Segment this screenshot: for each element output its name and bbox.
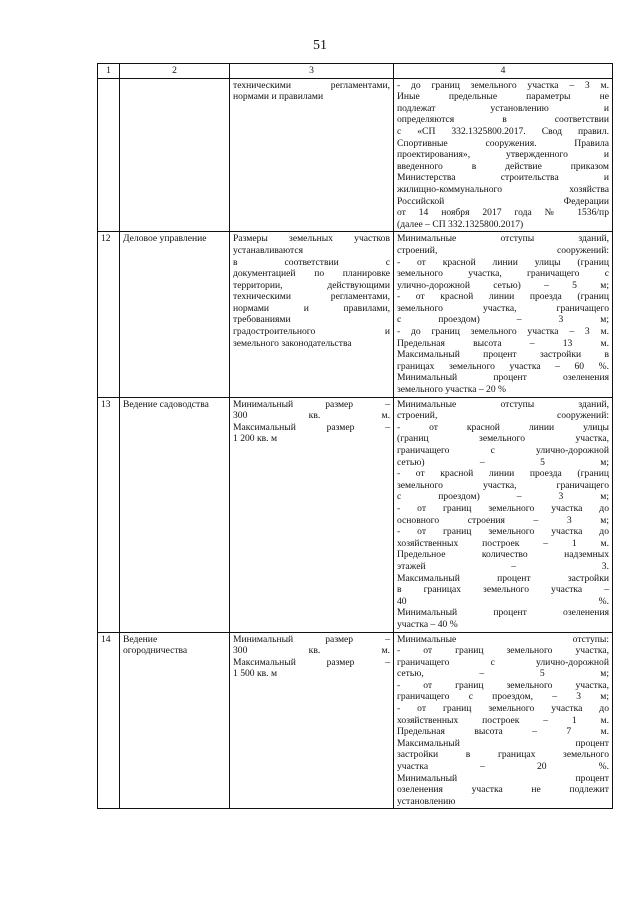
- cell-text-line: требованиями: [233, 314, 291, 326]
- cell-text-line: Размеры земельных участков: [233, 233, 390, 245]
- cell-text-line: 1 200 кв. м: [233, 433, 278, 445]
- cell-text-line: этажей – 3.: [397, 560, 609, 572]
- building-parameters: [394, 632, 613, 809]
- use-type-name: [120, 232, 230, 397]
- cell-text-line: (далее – СП 332.1325800.2017): [397, 218, 524, 230]
- cell-text-line: - от красной линии улицы: [397, 421, 609, 433]
- cell-text-line: Максимальный размер –: [233, 421, 390, 433]
- cell-text-line: озеленения участка не подлежит: [397, 784, 609, 796]
- cell-text-line: Предельная высота – 13 м.: [397, 337, 609, 349]
- plot-size-requirements: [230, 397, 394, 632]
- cell-text-line: - от границ земельного участка,: [397, 645, 609, 657]
- cell-text-line: земельного участка, граничащего: [397, 302, 609, 314]
- cell-text-line: граничащего с улично-дорожной: [397, 445, 609, 456]
- header-row: [98, 64, 613, 79]
- building-parameters: [394, 232, 613, 397]
- cell-text-line: сетью, – 5 м;: [397, 668, 609, 680]
- cell-text-line: - до границ земельного участка – 3 м.: [397, 326, 609, 338]
- row-number: 13: [98, 397, 120, 632]
- cell-text-line: территории, действующими: [233, 279, 390, 291]
- cell-text-line: застройки в границах земельного: [397, 749, 609, 761]
- cell-text-line: земельного участка, граничащего: [397, 479, 609, 491]
- cell-text-line: граничащего с проездом, – 3 м;: [397, 691, 609, 703]
- cell-text-line: Минимальные отступы:: [397, 633, 609, 645]
- cell-text-line: Минимальный размер –: [233, 398, 390, 410]
- cell-text-line: (границ земельного участка,: [397, 433, 609, 445]
- use-type-name: [120, 632, 230, 809]
- cell-text-line: Спортивные сооружения. Правила: [397, 137, 609, 149]
- cell-text-line: - от красной линии улицы (границ: [397, 256, 609, 268]
- row-number: 12: [98, 232, 120, 397]
- cell-text-line: Минимальный процент: [397, 772, 609, 784]
- cell-text-line: - от границ земельного участка до: [397, 526, 609, 538]
- cell-text-line: улично-дорожной сетью) – 5 м;: [397, 279, 609, 291]
- cell-text-line: градостроительного и: [233, 326, 390, 338]
- cell-text-line: Максимальный размер –: [233, 656, 390, 668]
- use-type-name: [120, 78, 230, 232]
- cell-text-line: Минимальные отступы зданий,: [397, 233, 609, 245]
- header-cell: 1: [98, 64, 120, 79]
- cell-text-line: Иные предельные параметры не: [397, 91, 609, 103]
- cell-text-line: основного строения – 3 м;: [397, 514, 609, 526]
- cell-text-line: земельного участка – 20 %: [397, 384, 507, 396]
- cell-text-line: строений, сооружений:: [397, 244, 609, 256]
- cell-text-line: - до границ земельного участка – 3 м.: [397, 79, 609, 91]
- cell-text-line: Предельная высота – 7 м.: [397, 726, 609, 738]
- cell-text-line: 40 %.: [397, 595, 609, 607]
- cell-text-line: Минимальный размер –: [233, 633, 390, 645]
- cell-text-line: нормами и правилами,: [233, 302, 390, 314]
- cell-text-line: - от границ земельного участка до: [397, 502, 609, 514]
- cell-text-line: жилищно-коммунального хозяйства: [397, 183, 609, 195]
- cell-text-line: 1 500 кв. м: [233, 668, 278, 680]
- cell-text-line: проектирования», утвержденного и: [397, 149, 609, 161]
- cell-text-line: огородничества: [123, 645, 188, 657]
- cell-text-line: Министерства строительства и: [397, 172, 609, 184]
- cell-text-line: земельного участка, граничащего с: [397, 268, 609, 280]
- cell-text-line: Максимальный процент застройки: [397, 572, 609, 584]
- cell-text-line: Минимальный процент озеленения: [397, 607, 609, 619]
- header-cell: 3: [230, 64, 394, 79]
- cell-text-line: Ведение: [123, 633, 158, 645]
- cell-text-line: техническими регламентами,: [233, 291, 390, 303]
- building-parameters: [394, 78, 613, 232]
- table-row: [98, 632, 613, 809]
- cell-text-line: Предельное количество надземных: [397, 549, 609, 561]
- cell-text-line: установлению: [397, 795, 456, 807]
- table-row: [98, 78, 613, 232]
- cell-text-line: участка – 20 %.: [397, 761, 609, 773]
- cell-text-line: с проездом) – 3 м;: [397, 314, 609, 326]
- cell-text-line: техническими регламентами,: [233, 79, 390, 91]
- cell-text-line: Минимальный процент озеленения: [397, 372, 609, 384]
- cell-text-line: 300 кв. м.: [233, 645, 390, 657]
- cell-text-line: земельного законодательства: [233, 337, 352, 349]
- table-row: [98, 232, 613, 397]
- row-number: 14: [98, 632, 120, 809]
- cell-text-line: граничащего с улично-дорожной: [397, 656, 609, 668]
- plot-size-requirements: [230, 232, 394, 397]
- cell-text-line: границах земельного участка – 60 %.: [397, 360, 609, 372]
- cell-text-line: - от границ земельного участка,: [397, 679, 609, 691]
- plot-size-requirements: [230, 632, 394, 809]
- cell-text-line: Максимальный процент: [397, 737, 609, 749]
- cell-text-line: - от красной линии проезда (границ: [397, 291, 609, 303]
- building-parameters: [394, 397, 613, 632]
- cell-text-line: устанавливаются: [233, 244, 304, 256]
- use-type-name: [120, 397, 230, 632]
- cell-text-line: - от границ земельного участка до: [397, 703, 609, 715]
- cell-text-line: участка – 40 %: [397, 618, 458, 630]
- cell-text-line: в границах земельного участка –: [397, 584, 609, 596]
- cell-text-line: хозяйственных построек – 1 м.: [397, 714, 609, 726]
- cell-text-line: нормами и правилами: [233, 91, 324, 103]
- cell-text-line: документацией по планировке: [233, 268, 390, 280]
- cell-text-line: с «СП 332.1325800.2017. Свод правил.: [397, 125, 609, 137]
- cell-text-line: Российской Федерации: [397, 195, 609, 207]
- cell-text-line: определяются в соответствии: [397, 114, 609, 126]
- cell-text-line: введенного в действие приказом: [397, 160, 609, 172]
- cell-text-line: подлежат установлению и: [397, 102, 609, 114]
- header-cell: 4: [394, 64, 613, 79]
- cell-text-line: строений, сооружений:: [397, 410, 609, 422]
- page-number: 51: [313, 38, 327, 53]
- table-row: [98, 397, 613, 632]
- zoning-table: [97, 63, 613, 809]
- cell-text-line: - от красной линии проезда (границ: [397, 468, 609, 480]
- cell-text-line: от 14 ноября 2017 года № 1536/пр: [397, 207, 609, 219]
- cell-text-line: Максимальный процент застройки в: [397, 349, 609, 361]
- row-number: [98, 78, 120, 232]
- cell-text-line: сетью) – 5 м;: [397, 456, 609, 468]
- cell-text-line: Минимальные отступы зданий,: [397, 398, 609, 410]
- cell-text-line: в соответствии с: [233, 256, 390, 268]
- cell-text-line: хозяйственных построек – 1 м.: [397, 537, 609, 549]
- cell-text-line: с проездом) – 3 м;: [397, 491, 609, 503]
- plot-size-requirements: [230, 78, 394, 232]
- cell-text-line: Деловое управление: [123, 233, 207, 245]
- cell-text-line: Ведение садоводства: [123, 398, 209, 410]
- header-cell: 2: [120, 64, 230, 79]
- cell-text-line: 300 кв. м.: [233, 410, 390, 422]
